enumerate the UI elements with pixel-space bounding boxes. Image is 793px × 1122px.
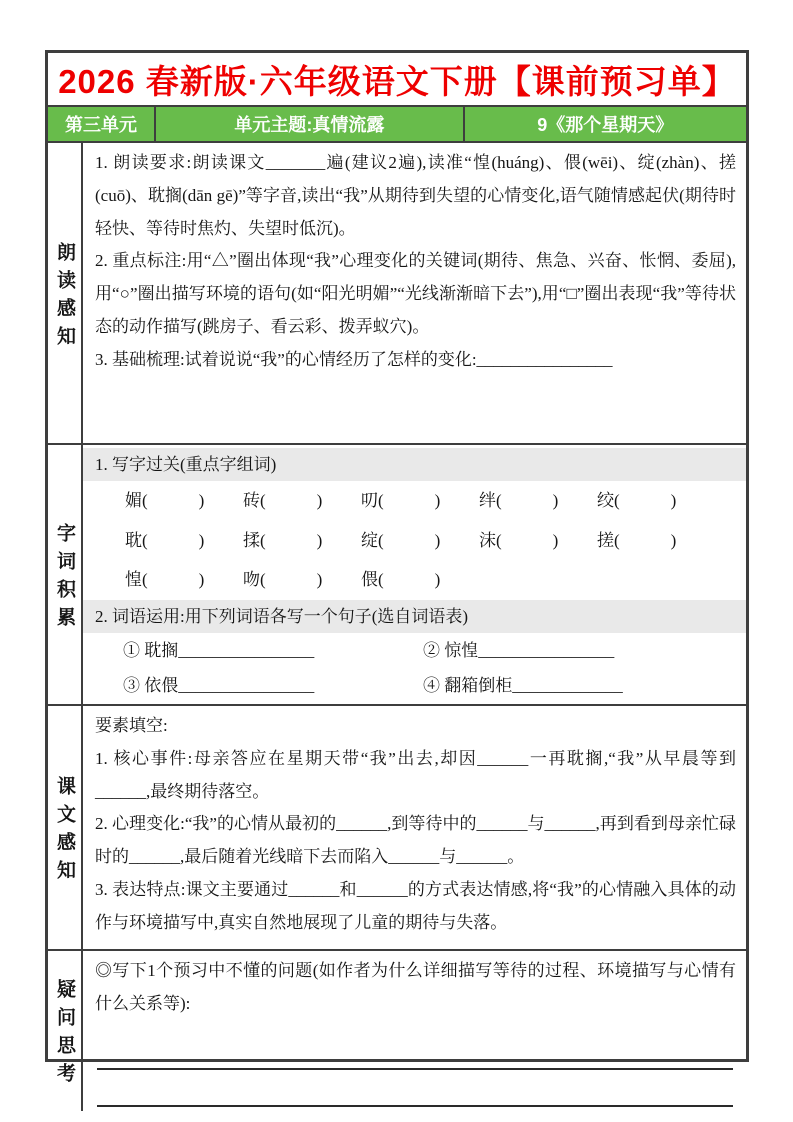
usage-item: ② 惊惶________________: [423, 640, 615, 660]
unit-theme-cell: 单元主题:真情流露: [154, 107, 463, 141]
usage-row: [83, 668, 746, 704]
write-practice-header: 1. 写字过关(重点字组词): [83, 448, 746, 481]
section-words-accumulation: [48, 445, 746, 706]
section-content: [83, 445, 746, 704]
char-item: 绊( ): [479, 491, 559, 511]
char-item: 吻( ): [243, 570, 323, 590]
section-text-perception: [48, 706, 746, 951]
fill-blank-intro: 要素填空:: [95, 716, 168, 736]
section-content: [83, 951, 746, 1111]
char-item: 耽( ): [125, 530, 205, 550]
section-label: 课文感知: [48, 706, 83, 949]
reading-item-1: 1. 朗读要求:朗读课文_______遍(建议2遍),读准“惶(huáng)、偎(wēi)、绽(zhàn)、搓(cuō)、耽搁(dān gē)”等字音,读出“我”从期待到失望的心情变化,语气随情感起伏(期待时轻快、等待时焦灼、失望时低沉)。: [95, 153, 736, 238]
lesson-title-cell: 9《那个星期天》: [463, 107, 746, 141]
reading-item-3: 3. 基础梳理:试着说说“我”的心情经历了怎样的变化:________________: [95, 349, 613, 369]
char-item: 揉( ): [243, 530, 323, 550]
kewen-item-3: 3. 表达特点:课文主要通过______和______的方式表达情感,将“我”的心情融入具体的动作与环境描写中,真实自然地展现了儿童的期待与失落。: [95, 880, 736, 932]
section-question-thinking: [48, 951, 746, 1111]
usage-item: ④ 翻箱倒柜_____________: [423, 676, 623, 696]
usage-item: ③ 依偎________________: [123, 676, 315, 696]
answer-line: [97, 1033, 733, 1070]
kewen-item-2: 2. 心理变化:“我”的心情从最初的______,到等待中的______与______,再到看到母亲忙碌时的______,最后随着光线暗下去而陷入______与______。: [95, 814, 736, 867]
char-row: [83, 560, 746, 599]
char-item: 惶( ): [125, 570, 205, 590]
unit-cell: 第三单元: [65, 115, 138, 135]
usage-row: [83, 633, 746, 669]
section-reading-perception: [48, 143, 746, 445]
char-row: [83, 521, 746, 560]
usage-item: ① 耽搁________________: [123, 640, 315, 660]
reading-item-2: 2. 重点标注:用“△”圈出体现“我”心理变化的关键词(期待、焦急、兴奋、怅惘、委屈),用“○”圈出描写环境的语句(如“阳光明媚”“光线渐渐暗下去”),用“□”圈出表现“我”等待状态的动作描写(跳房子、看云彩、拨弄蚁穴)。: [95, 251, 736, 336]
char-item: 沫( ): [479, 530, 559, 550]
kewen-item-1: 1. 核心事件:母亲答应在星期天带“我”出去,却因______一再耽搁,“我”从早晨等到______,最终期待落空。: [95, 748, 736, 801]
section-label: 字词积累: [48, 445, 83, 704]
char-row: [83, 481, 746, 520]
unit-header-bar: [48, 105, 746, 143]
section-content: [83, 706, 746, 949]
worksheet-sheet: [45, 50, 749, 1092]
char-item: 叨( ): [361, 491, 441, 511]
char-item: 砖( ): [243, 491, 323, 511]
char-item: 绞( ): [597, 491, 677, 511]
section-content: [83, 143, 746, 443]
char-item: 媚( ): [125, 491, 205, 511]
char-item: 搓( ): [597, 530, 677, 550]
char-item: 偎( ): [361, 570, 441, 590]
section-label: 疑问思考: [48, 951, 83, 1111]
page-title: 2026 春新版·六年级语文下册【课前预习单】: [58, 62, 736, 100]
word-usage-header: 2. 词语运用:用下列词语各写一个句子(选自词语表): [83, 600, 746, 633]
answer-line: [97, 1070, 733, 1107]
section-label: 朗读感知: [48, 143, 83, 443]
char-item: 绽( ): [361, 530, 441, 550]
question-prompt: ◎写下1个预习中不懂的问题(如作者为什么详细描写等待的过程、环境描写与心情有什么关系等):: [95, 961, 736, 1013]
answer-area: [95, 1033, 736, 1107]
